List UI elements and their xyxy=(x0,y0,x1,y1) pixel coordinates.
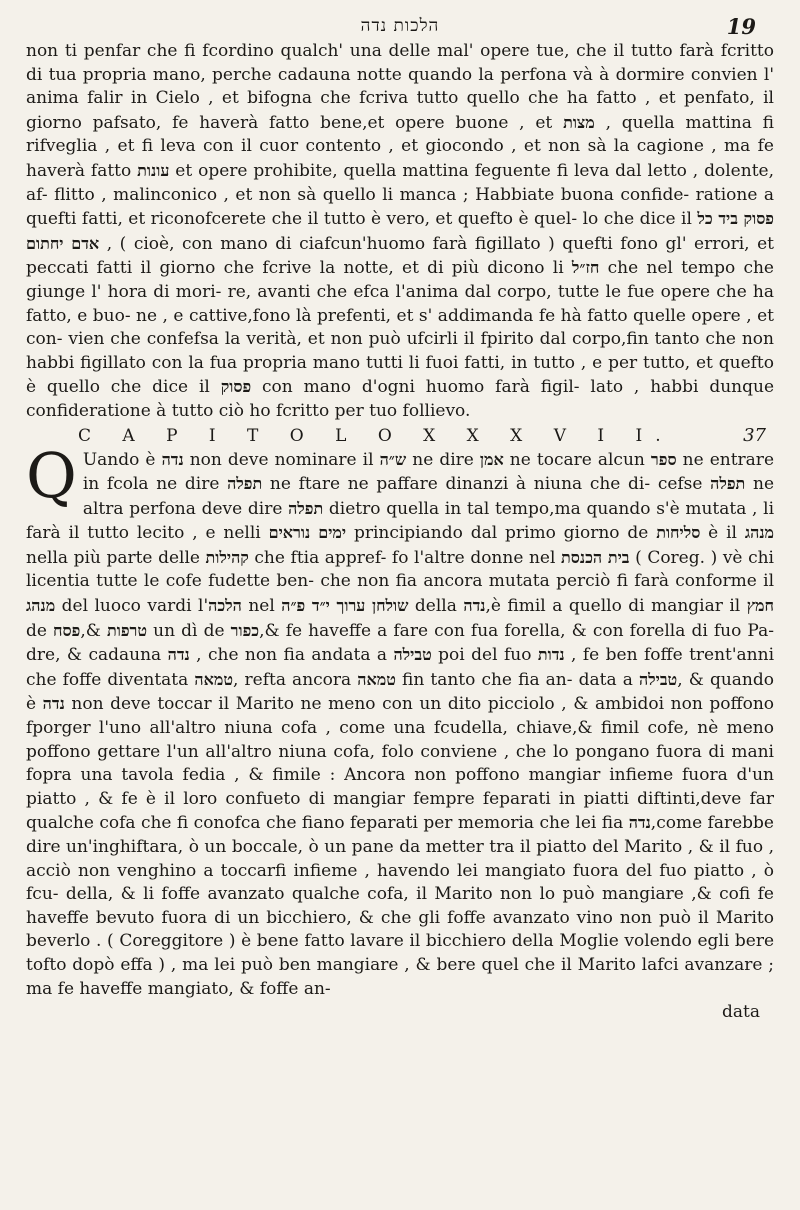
page-number: 19 xyxy=(726,14,756,39)
running-head: הלכות נדה xyxy=(360,16,440,36)
hebrew-word: עונות xyxy=(137,160,170,180)
hebrew-verse: פסוק ביד כל אדם יחתום xyxy=(26,209,775,253)
chapter-title: C A P I T O L O X X X V I I. xyxy=(78,425,674,446)
chapter-number: 37 xyxy=(743,424,766,446)
hebrew-word: פסוק xyxy=(220,377,252,397)
catchword: data xyxy=(722,1002,760,1023)
paragraph-intro: non ti penfar che fi fcordino qualch' una delle mal' opere tue, che il tutto farà fcritto di tua propria mano, perche cadauna notte quando la perfona và à dormire convien l' anima falir in Cielo , et bifogna che fcriva tutto quello che ha fatto , et penfato, il giorno pafsato, fe haverà fatto bene,et opere buone , et מצות , quella mattina fi rifveglia , et fi leva con il cuor contento , et giocondo , et non sà la cagione , ma fe haverà fatto עונות et opere prohibite, quella mattina feguente fi leva dal letto , dolente, af- flitto , malinconico , et non sà quello li manca ; Habbiate buona confide- ratione a quefti fatti, et riconofcerete che il tutto è vero, et quefto è quel- lo che dice il פסוק ביד כל אדם יחתום , ( cioè, con mano di ciafcun'huomo farà figillato ) quefti fono gl' errori, et peccati fatti il giorno che fcrive la notte, et di più dicono li חז״ל che nel tempo che giunge l' hora di mori- re, avanti che efca l'anima dal corpo, tutte le fue opere che ha fatto, e buo- ne , e cattive,fono là prefenti, et s' addimanda fe hà fatto quelle opere , et con- vien che confefsa la verità, et non può ufcirli il fpirito dal corpo,fin tanto che non habbi figillato con la fua propria mano tutti li fuoi fatti, in tutto , e per tutto, et quefto è quello che dice il פסוק con mano d'ogni huomo farà figil- lato , habbi dunque confideratione à tutto ciò ho fcritto per tuo follievo. xyxy=(26,41,775,421)
page-header xyxy=(26,12,774,40)
chapter-heading xyxy=(26,424,774,448)
hebrew-word: חז״ל xyxy=(571,258,600,278)
drop-cap: Q xyxy=(26,438,77,512)
paragraph-chapter-body: Q Uando è נדה non deve nominare il ש״ה ne dire אמן ne tocare alcun ספר ne entrare in fcola ne dire תפלה ne ftare ne paffare dinanzi à niuna che di- cefse תפלה ne altra perfona deve dire תפלה dietro quella in tal tempo,ma quando s'è mutata , li farà il tutto lecito , e nelli ימים נוראים principiando dal primo giorno de סליחות è il מנהג nella più parte delle קהילות che ftia appref- fo l'altre donne nel בית הכנסת ( Coreg. ) vè chi licentia tutte le cofe fudette ben- che non fia ancora mutata perciò fi farà conforme il מנהג del luoco vardi l'הלכה nel שולחן ערוך י״ד פ״ה della נדה,è fimil a quello di mangiar il חמץ de פסח,& טרפות un dì de כפור,& fe haveffe a fare con fua forella, & con forella di fuo Pa- dre, & cadauna נדה , che non fia andata a טבילה poi del fuo נדות , fe ben foffe trent'anni che foffe diventata טמאה, refta ancora טמאה fin tanto che fia an- data a טבילה, & quando è נדה non deve toccar il Marito ne meno con un dito picciolo , & ambidoi non poffono fporger l'uno all'altro niuna cofa , come una fcudella, chiave,& fimil cofe, nè meno poffono gettare l'un all'altro niuna cofa, folo conviene , che lo pongano fuora di mani fopra una tavola fedia , & fimile : Ancora non poffono mangiar infieme fuora d'un piatto , & fe è il loro confueto di mangiar fempre feparati in piatti diftinti,deve far qualche cofa che fi conofca che fiano feparati per memoria che lei fia נדה,come farebbe dire un'inghiftara, ò un boccale, ò un pane da metter tra il piatto del Marito , & il fuo , acciò non venghino a toccarfi infieme , havendo lei mangiato fuora del fuo piatto , ò fcu- della, & li foffe avanzato qualche cofa, il Marito non lo può mangiare ,& cofi fe haveffe bevuto fuora di un bicchiero, & che gli foffe avanzato vino non può il Marito beverlo . ( Coreggitore ) è bene fatto lavare il bicchiero della Moglie volendo egli bere tofto dopò effa ) , ma lei può ben mangiare , & bere quel che il Marito lafci avanzare ; ma fe haveffe mangiato, & foffe an- xyxy=(26,438,775,999)
hebrew-word: מצות xyxy=(563,112,595,132)
